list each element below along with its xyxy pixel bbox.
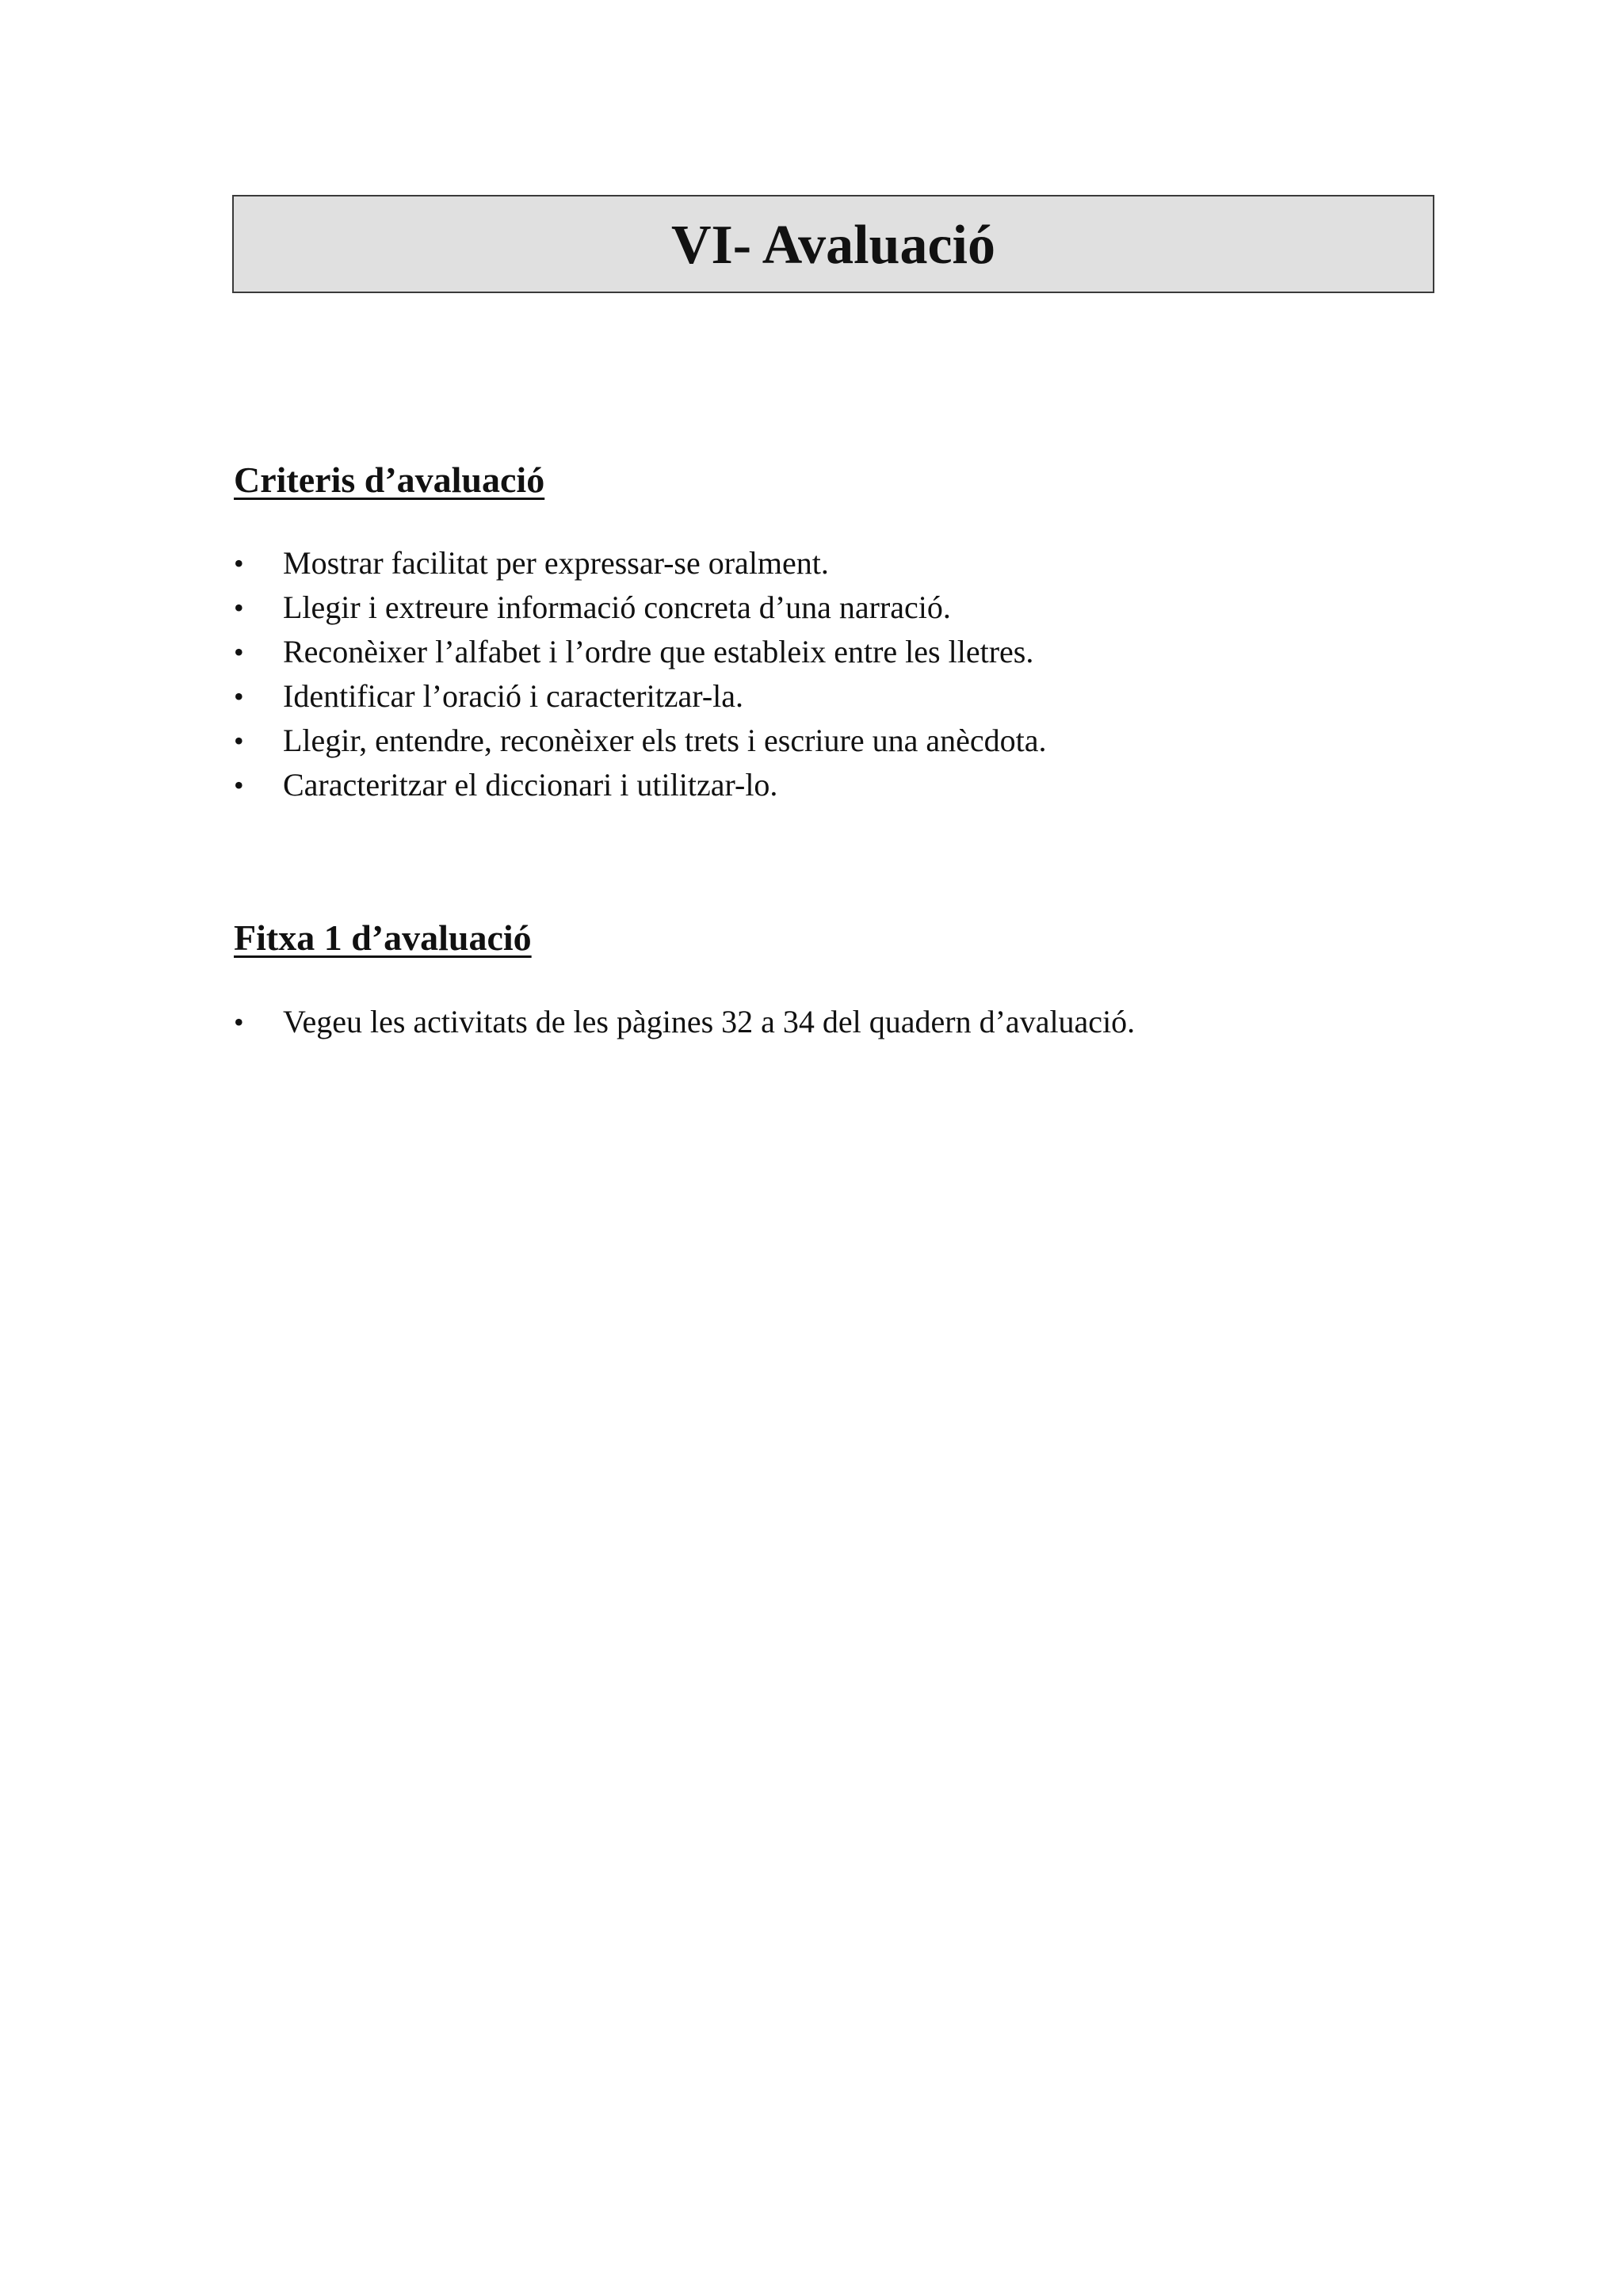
list-item-text: Identificar l’oració i caracteritzar-la. (283, 678, 744, 714)
list-item-text: Llegir i extreure informació concreta d’una narració. (283, 589, 951, 625)
bullet-icon: • (234, 681, 244, 712)
list-item (234, 1000, 1502, 1044)
title-box (232, 195, 1434, 293)
criteria-list (234, 541, 1502, 807)
fitxa-list (234, 1000, 1502, 1044)
bullet-icon: • (234, 547, 244, 579)
bullet-icon: • (234, 592, 244, 624)
section-heading-criteria: Criteris d’avaluació (234, 460, 545, 500)
bullet-icon: • (234, 769, 244, 801)
list-item-text: Llegir, entendre, reconèixer els trets i escriure una anècdota. (283, 723, 1047, 758)
list-item (234, 541, 1502, 585)
list-item-text: Vegeu les activitats de les pàgines 32 a 34 del quadern d’avaluació. (283, 1004, 1136, 1039)
page-title: VI- Avaluació (671, 215, 995, 276)
list-item (234, 763, 1502, 807)
bullet-icon: • (234, 1006, 244, 1038)
list-item-text: Reconèixer l’alfabet i l’ordre que estableix entre les lletres. (283, 634, 1034, 669)
section-heading-fitxa: Fitxa 1 d’avaluació (234, 917, 532, 958)
bullet-icon: • (234, 725, 244, 757)
list-item (234, 630, 1502, 674)
list-item (234, 585, 1502, 630)
list-item (234, 674, 1502, 719)
list-item-text: Mostrar facilitat per expressar-se oralment. (283, 545, 829, 581)
list-item-text: Caracteritzar el diccionari i utilitzar-lo. (283, 767, 778, 803)
list-item (234, 719, 1502, 763)
bullet-icon: • (234, 636, 244, 668)
